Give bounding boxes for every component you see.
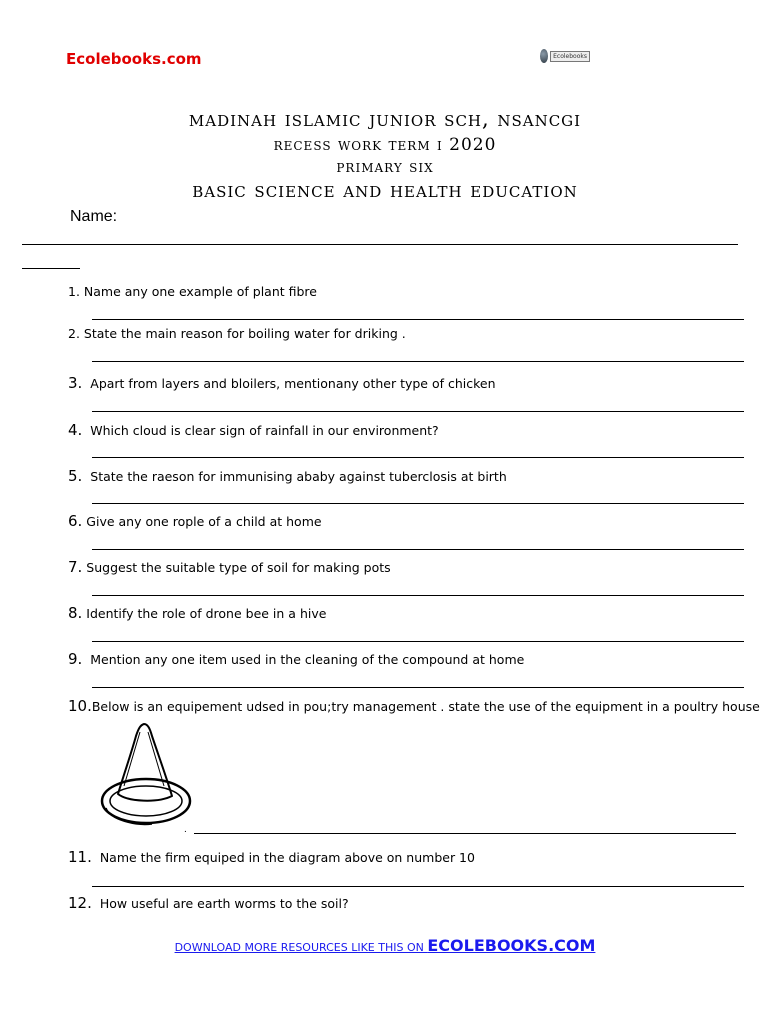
- question-4: [0, 421, 770, 461]
- subject-title: basic science and health education: [192, 178, 578, 202]
- name-label: Name:: [70, 208, 118, 225]
- question-number: 12.: [68, 894, 92, 912]
- question-5: [0, 467, 770, 507]
- question-2: [0, 326, 770, 366]
- question-text: State the main reason for boiling water for driking .: [83, 326, 406, 341]
- answer-line[interactable]: [92, 641, 744, 642]
- class-title: primary six: [336, 157, 434, 177]
- question-text: Identify the role of drone bee in a hive: [86, 606, 327, 621]
- question-number: 4.: [68, 421, 83, 439]
- drinker-base: [102, 779, 190, 824]
- question-number: 11.: [68, 848, 92, 866]
- answer-line[interactable]: [92, 595, 744, 596]
- question-text: Name the firm equiped in the diagram above on number 10: [99, 850, 475, 865]
- footer-download-link[interactable]: [0, 936, 770, 955]
- question-number: 10.: [68, 697, 92, 715]
- question-3: [0, 374, 770, 414]
- footer-brand: ECOLEBOOKS.COM: [427, 936, 596, 955]
- question-text: Name any one example of plant fibre: [83, 284, 317, 299]
- answer-line[interactable]: [194, 833, 736, 834]
- question-number: 9.: [68, 650, 83, 668]
- term-title: recess work term i 2020: [273, 135, 497, 155]
- question-text: Give any one rople of a child at home: [86, 514, 322, 529]
- question-9: [0, 650, 770, 690]
- footer-prefix: DOWNLOAD MORE RESOURCES LIKE THIS ON: [174, 941, 428, 954]
- question-number: 7.: [68, 558, 83, 576]
- poultry-drinker-illustration: [96, 716, 196, 836]
- name-answer-line-continued[interactable]: [22, 268, 80, 269]
- answer-line[interactable]: [92, 411, 744, 412]
- answer-line[interactable]: [92, 886, 744, 887]
- question-number: 6.: [68, 512, 83, 530]
- name-answer-line[interactable]: [22, 244, 738, 245]
- question-12: [0, 894, 770, 934]
- answer-line[interactable]: [92, 549, 744, 550]
- question-text: Below is an equipement udsed in pou;try management . state the use of the equipment in a poultry house: [91, 699, 760, 714]
- answer-line[interactable]: [92, 361, 744, 362]
- site-link[interactable]: Ecolebooks.com: [66, 50, 202, 68]
- question-number: 1.: [68, 284, 80, 299]
- question-number: 8.: [68, 604, 83, 622]
- question-7: [0, 558, 770, 598]
- ecolebooks-logo: [540, 47, 590, 65]
- question-11: [0, 848, 770, 888]
- answer-line[interactable]: [92, 457, 744, 458]
- question-text: Mention any one item used in the cleaning of the compound at home: [90, 652, 525, 667]
- answer-line[interactable]: [92, 687, 744, 688]
- question-8: [0, 604, 770, 644]
- question-text: How useful are earth worms to the soil?: [99, 896, 349, 911]
- answer-line[interactable]: [92, 503, 744, 504]
- question-1: [0, 284, 770, 324]
- answer-line-bullet: .: [184, 824, 187, 835]
- question-text: State the raeson for immunising ababy against tuberclosis at birth: [90, 469, 507, 484]
- question-6: [0, 512, 770, 552]
- logo-text: Ecolebooks: [550, 51, 590, 62]
- globe-icon: [540, 49, 548, 63]
- question-number: 3.: [68, 374, 83, 392]
- question-text: Which cloud is clear sign of rainfall in our environment?: [90, 423, 439, 438]
- question-text: Apart from layers and bloilers, mentionany other type of chicken: [90, 376, 496, 391]
- answer-line[interactable]: [92, 319, 744, 320]
- question-number: 2.: [68, 326, 80, 341]
- footer-link[interactable]: [175, 936, 596, 955]
- question-text: Suggest the suitable type of soil for making pots: [86, 560, 391, 575]
- school-title: madinah islamic junior sch, nsancgi: [188, 107, 582, 131]
- question-number: 5.: [68, 467, 83, 485]
